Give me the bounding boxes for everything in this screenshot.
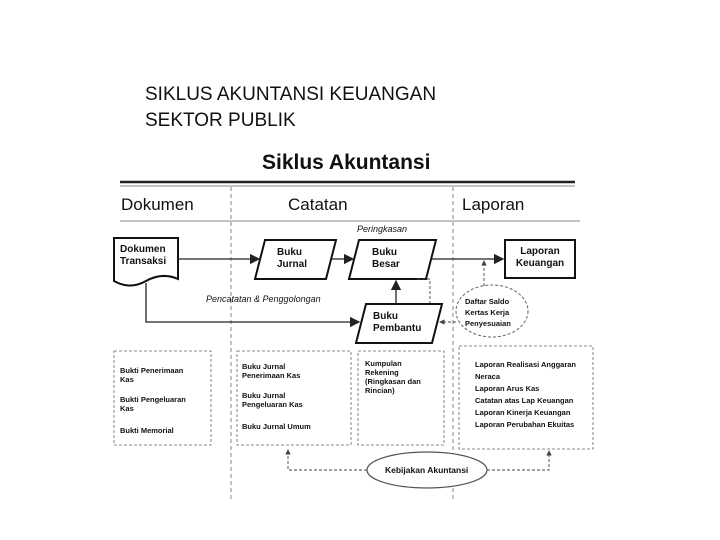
list-jurnal <box>242 362 311 431</box>
laporan-keuangan-line2: Keuangan <box>515 258 565 269</box>
daftar-saldo-line2: Kertas Kerja <box>465 308 510 317</box>
laporan-keuangan-line1: Laporan <box>520 246 560 257</box>
list-spacer <box>120 384 186 395</box>
list-laporan-item: Neraca <box>475 372 501 381</box>
daftar-saldo-line3: Penyesuaian <box>465 319 511 328</box>
list-laporan-item: Laporan Arus Kas <box>475 384 540 393</box>
list-rekening-item: Rekening <box>365 368 399 377</box>
diagram-title: Siklus Akuntansi <box>262 151 431 174</box>
list-rekening <box>365 359 421 395</box>
buku-jurnal-line2: Jurnal <box>277 259 308 270</box>
column-head-catatan: Catatan <box>288 195 348 214</box>
list-laporan <box>475 359 576 431</box>
arrow-kebijakan-right <box>487 451 549 470</box>
daftar-saldo-line1: Daftar Saldo <box>465 297 510 306</box>
buku-pembantu-line2: Pembantu <box>373 323 422 334</box>
label-peringkasan: Peringkasan <box>357 224 408 234</box>
dokumen-transaksi-line2: Transaksi <box>120 256 167 267</box>
buku-jurnal-text <box>277 247 307 271</box>
list-spacer <box>120 413 186 426</box>
column-head-dokumen: Dokumen <box>121 195 194 214</box>
label-pencatatan: Pencatatan & Penggolongan <box>206 294 321 304</box>
list-jurnal-item: Buku Jurnal <box>242 391 286 400</box>
buku-pembantu-text <box>373 311 421 335</box>
list-laporan-item: Laporan Kinerja Keuangan <box>475 408 571 417</box>
buku-besar-line1: Buku <box>372 247 397 258</box>
list-dokumen-item: Kas <box>120 404 134 413</box>
buku-jurnal-line1: Buku <box>277 247 302 258</box>
slide-title-line1: SIKLUS AKUNTANSI KEUANGAN <box>145 84 437 105</box>
column-head-laporan: Laporan <box>462 195 525 214</box>
laporan-keuangan-text <box>512 246 568 270</box>
list-spacer <box>242 380 311 391</box>
list-jurnal-item: Pengeluaran Kas <box>242 400 303 409</box>
list-jurnal-item: Penerimaan Kas <box>242 371 301 380</box>
list-jurnal-item: Buku Jurnal Umum <box>242 422 311 431</box>
list-rekening-item: Kumpulan <box>365 359 402 368</box>
kebijakan-text: Kebijakan Akuntansi <box>385 465 469 475</box>
list-dokumen-item: Bukti Memorial <box>120 426 174 435</box>
daftar-saldo-text <box>465 296 511 329</box>
arrow-kebijakan-left <box>288 450 367 470</box>
slide-title-line2: SEKTOR PUBLIK <box>145 110 296 131</box>
list-jurnal-item: Buku Jurnal <box>242 362 286 371</box>
arrow-besar-to-saldo <box>417 279 430 303</box>
list-spacer <box>242 409 311 422</box>
buku-pembantu-line1: Buku <box>373 311 398 322</box>
list-laporan-item: Laporan Perubahan Ekuitas <box>475 420 575 429</box>
buku-besar-text <box>372 247 400 271</box>
list-laporan-item: Laporan Realisasi Anggaran <box>475 360 577 369</box>
list-dokumen-item: Kas <box>120 375 134 384</box>
list-dokumen-item: Bukti Penerimaan <box>120 366 184 375</box>
list-dokumen <box>120 366 186 435</box>
buku-besar-line2: Besar <box>372 259 400 270</box>
dokumen-transaksi-text <box>120 244 166 268</box>
list-rekening-item: (Ringkasan dan <box>365 377 421 386</box>
list-dokumen-item: Bukti Pengeluaran <box>120 395 186 404</box>
dokumen-transaksi-line1: Dokumen <box>120 244 166 255</box>
list-rekening-item: Rincian) <box>365 386 395 395</box>
list-laporan-item: Catatan atas Lap Keuangan <box>475 396 574 405</box>
